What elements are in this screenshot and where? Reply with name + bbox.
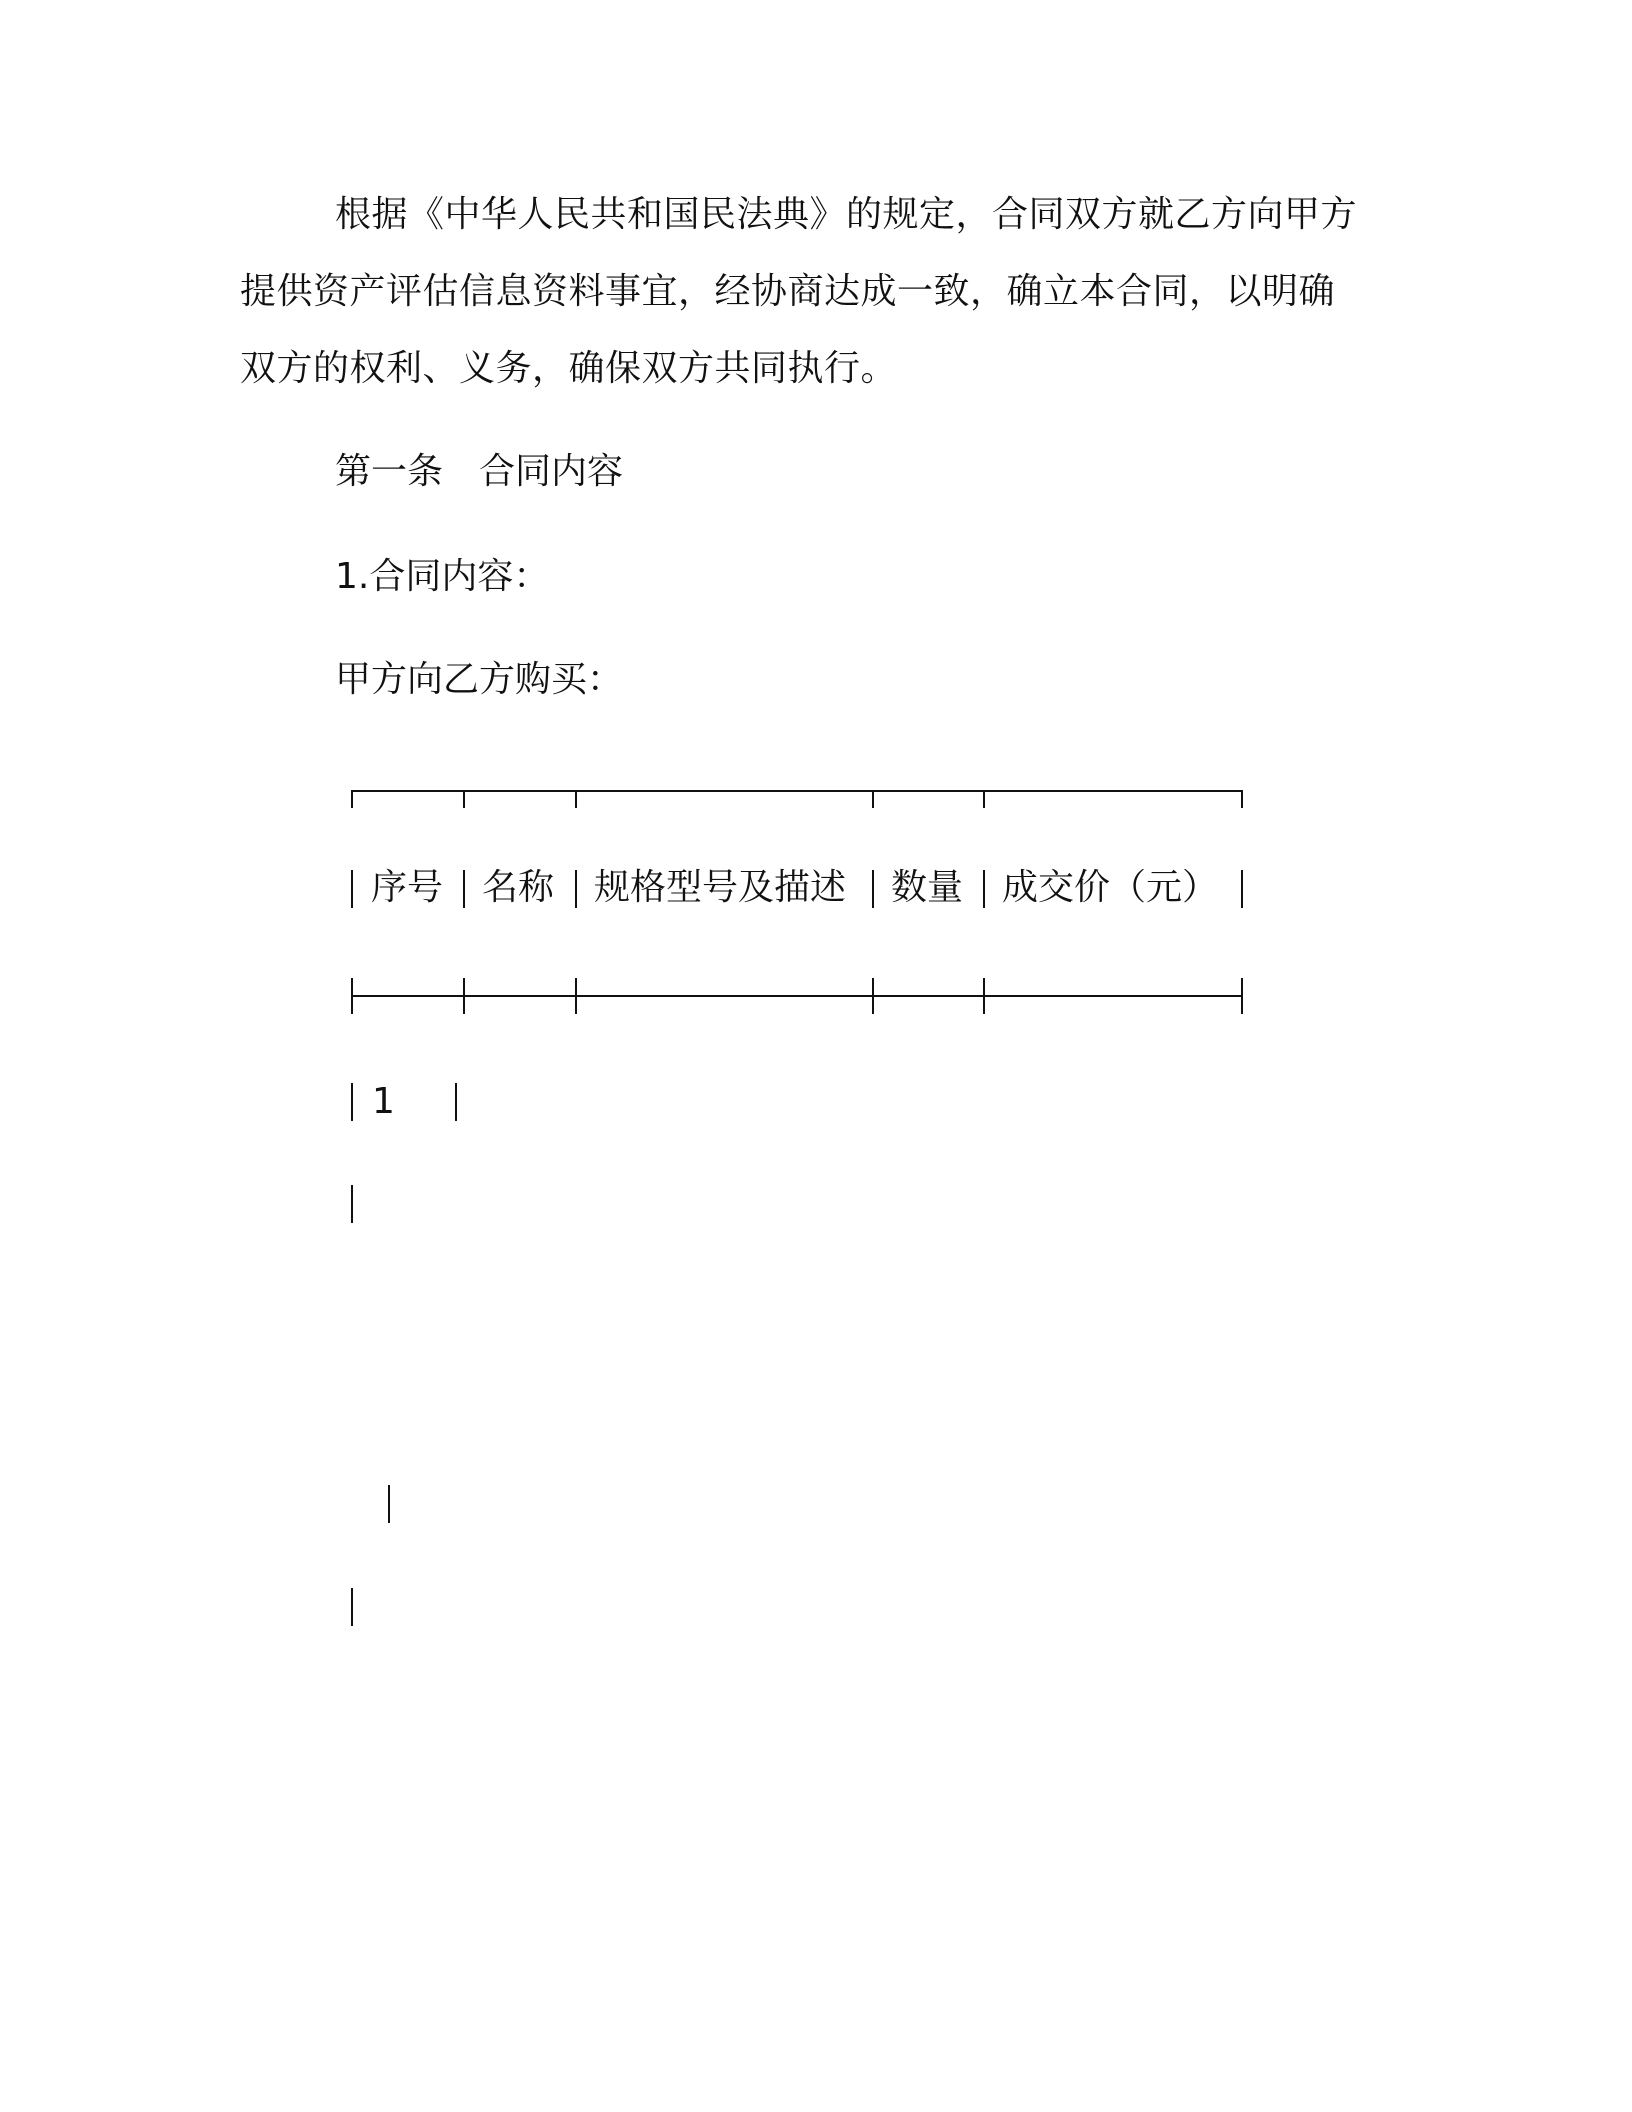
intro-line-1: 根据《中华人民共和国民法典》的规定，合同双方就乙方向甲方 [335,194,1358,235]
table-top-rule [352,790,1241,792]
intro-line-3: 双方的权利、义务，确保双方共同执行。 [240,348,898,389]
table-top-tick [463,790,465,808]
table-mid-tick [872,978,874,1014]
row-divider [351,1083,353,1121]
header-divider [463,870,465,908]
item-1-label: 1.合同内容： [335,556,550,597]
table-cell-index: 1 [372,1081,395,1122]
article-title: 第一条 合同内容 [335,451,624,492]
table-top-tick [575,790,577,808]
header-divider [575,870,577,908]
row-divider [455,1083,457,1121]
table-header-bottom-rule [352,995,1241,997]
header-divider [872,870,874,908]
table-mid-tick [983,978,985,1014]
table-mid-tick [463,978,465,1014]
table-border-fragment [351,1588,353,1626]
purchase-line: 甲方向乙方购买： [335,659,624,700]
table-mid-tick [575,978,577,1014]
table-top-tick [351,790,353,808]
table-top-tick [872,790,874,808]
table-header-quantity: 数量 [891,867,964,908]
table-mid-tick [1241,978,1243,1014]
table-top-tick [983,790,985,808]
header-divider [1241,870,1243,908]
table-border-fragment [351,1185,353,1223]
table-header-spec: 规格型号及描述 [594,867,847,908]
table-mid-tick [351,978,353,1014]
table-border-fragment [388,1485,390,1523]
table-header-index: 序号 [371,867,444,908]
header-divider [351,870,353,908]
table-top-tick [1241,790,1243,808]
table-header-name: 名称 [482,867,555,908]
table-header-price: 成交价（元） [1002,867,1219,908]
intro-line-2: 提供资产评估信息资料事宜，经协商达成一致，确立本合同，以明确 [240,271,1336,312]
header-divider [983,870,985,908]
